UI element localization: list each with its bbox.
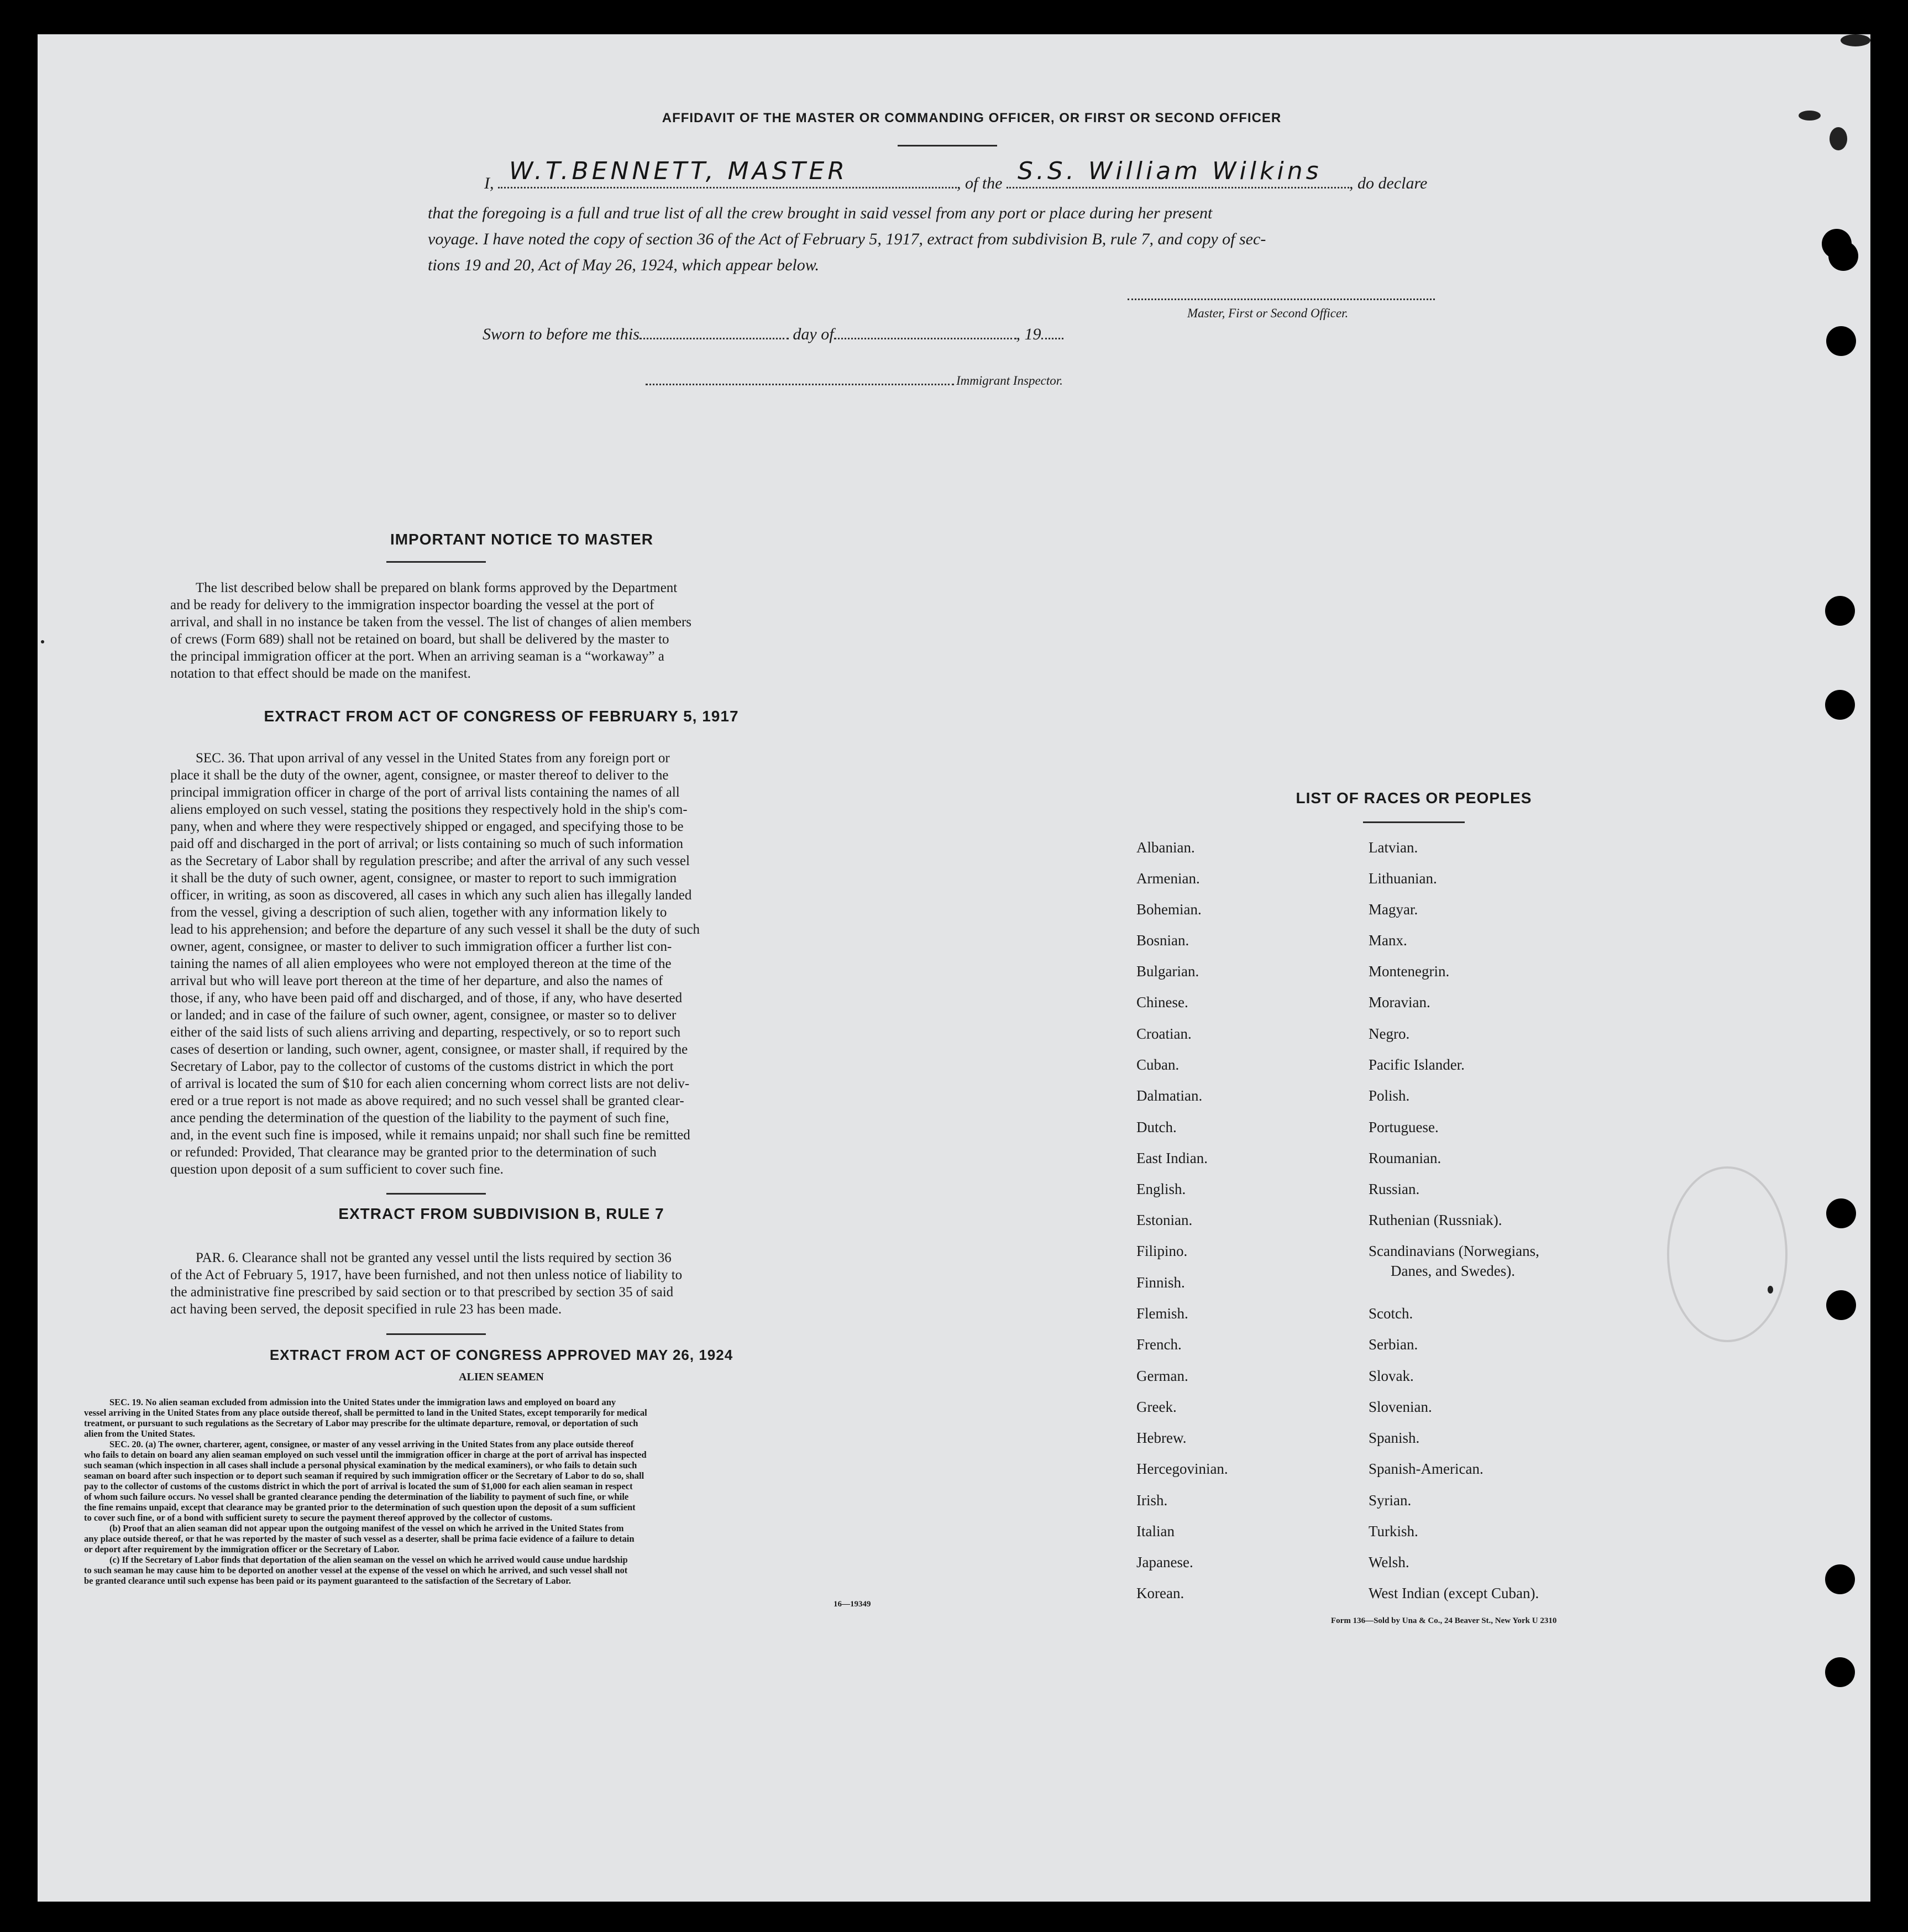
punch-hole [1825,596,1855,626]
race-item: Lithuanian. [1369,870,1437,887]
race-item: Spanish-American. [1369,1460,1484,1477]
punch-hole [1825,1657,1855,1687]
rule7-rule [386,1333,486,1335]
rule7-title: EXTRACT FROM SUBDIVISION B, RULE 7 [338,1205,664,1222]
affidavit-body-line: tions 19 and 20, Act of May 26, 1924, which appear below. [428,256,820,274]
inspector-caption: Immigrant Inspector. [956,374,1063,388]
notice-text: The list described below shall be prepared on blank forms approved by the Department and be ready for delivery to the immigration inspector boarding the vessel at the port of arrival, and shall in no instance be taken from the vessel. The list of changes of alien members of crews (Form 689) shall not be retained on board, but shall be delivered by the master to the principal immigration officer at the port. When an arriving seaman is a “workaway” a notation to that effect should be made on the manifest. [170,580,691,681]
race-item: Latvian. [1369,839,1418,856]
race-item: English. [1136,1181,1186,1197]
race-item: Estonian. [1136,1212,1193,1228]
race-item: Syrian. [1369,1492,1412,1509]
year-prefix: , 19 [1016,325,1041,343]
race-item: German. [1136,1368,1188,1384]
race-item: Croatian. [1136,1025,1192,1042]
race-item: Russian. [1369,1181,1420,1197]
race-item: Serbian. [1369,1336,1418,1353]
form-note: Form 136—Sold by Una & Co., 24 Beaver St., New York U 2310 [1331,1616,1557,1625]
race-item: Cuban. [1136,1056,1180,1073]
sworn-text: Sworn to before me this [483,325,640,343]
race-item: West Indian (except Cuban). [1369,1585,1539,1601]
affidavit-title-rule [898,145,997,146]
race-item: Bulgarian. [1136,963,1199,980]
of-the-label: , of the [957,174,1003,192]
punch-hole [1828,241,1858,271]
declare-label: , do declare [1349,174,1428,192]
affidavit-body-line: voyage. I have noted the copy of section 36 of the Act of February 5, 1917, extract from subdivision B, rule 7, and copy of sec- [428,230,1266,248]
race-item: Welsh. [1369,1554,1409,1570]
race-item: Slovak. [1369,1368,1414,1384]
master-signature-line[interactable] [1128,299,1435,300]
race-item: Korean. [1136,1585,1184,1601]
race-item: Negro. [1369,1025,1410,1042]
sworn-month-field[interactable] [834,338,1016,339]
race-item: Polish. [1369,1087,1410,1104]
race-item: Hebrew. [1136,1430,1187,1446]
race-item: Chinese. [1136,994,1188,1010]
sworn-year-field[interactable] [1041,338,1063,339]
act1924-title: EXTRACT FROM ACT OF CONGRESS APPROVED MAY 26, 1924 [269,1347,733,1363]
speck [1841,34,1870,46]
race-item: Dalmatian. [1136,1087,1203,1104]
act1917-title: EXTRACT FROM ACT OF CONGRESS OF FEBRUARY 5, 1917 [264,708,739,725]
notice-rule [386,561,486,563]
affidavit-declaration-line [484,157,1501,193]
affidavit-body-line: that the foregoing is a full and true list of all the crew brought in said vessel from any port or place during her present [428,204,1213,222]
race-item: Finnish. [1136,1274,1185,1291]
races-rule [1363,821,1465,823]
race-item: Slovenian. [1369,1399,1432,1415]
race-item: Greek. [1136,1399,1177,1415]
speck [1799,111,1821,121]
race-item: Moravian. [1369,994,1430,1010]
race-item: Scandinavians (Norwegians, [1369,1243,1539,1259]
race-item: Danes, and Swedes). [1391,1263,1515,1279]
vessel-name-field[interactable] [1007,157,1349,189]
race-item: Ruthenian (Russniak). [1369,1212,1502,1228]
affidavit-body [428,200,1500,278]
race-item: Turkish. [1369,1523,1418,1540]
race-item: Spanish. [1369,1430,1420,1446]
speck [1830,127,1847,150]
race-item: Montenegrin. [1369,963,1450,980]
speck [41,640,44,643]
affidavit-title: AFFIDAVIT OF THE MASTER OR COMMANDING OFFICER, OR FIRST OR SECOND OFFICER [662,111,1282,125]
race-item: Manx. [1369,932,1407,949]
day-of-label: day of [793,325,834,343]
race-item: Dutch. [1136,1119,1177,1135]
act1924-subtitle: ALIEN SEAMEN [459,1371,544,1383]
master-name-field[interactable] [498,157,957,189]
speck [1768,1286,1773,1294]
master-signature-caption: Master, First or Second Officer. [1187,306,1349,320]
race-item: Flemish. [1136,1305,1188,1322]
race-item: Pacific Islander. [1369,1056,1465,1073]
races-title: LIST OF RACES OR PEOPLES [1296,789,1532,807]
punch-hole [1826,1198,1856,1228]
manifest-page [38,34,1870,1902]
race-item: Bohemian. [1136,901,1202,918]
i-label: I, [484,174,494,192]
notice-title: IMPORTANT NOTICE TO MASTER [390,531,654,548]
race-item: French. [1136,1336,1182,1353]
master-name-handwriting: W.T.BENNETT, MASTER [509,157,848,185]
race-item: Scotch. [1369,1305,1413,1322]
faint-stamp [1667,1166,1788,1342]
punch-hole [1825,690,1855,720]
race-item: Armenian. [1136,870,1200,887]
sworn-line [483,325,1063,344]
act1924-text: SEC. 19. No alien seaman excluded from admission into the United States under the immigration laws and employed on board any vessel arriving in the United States from any place outside thereof, shall be permitted to land in the United States, except temporarily for medical treatment, or pursuant to such regulations as the Secretary of Labor may prescribe for the ultimate departure, removal, or deportation of such alien from the United States. SEC. 20. (a) The owner, charterer, agent, consignee, or master of any vessel arriving in the United States from any place outside thereof who fails to detain on board any alien seaman employed on such vessel until the immigration officer in charge at the port of arrival has inspected such seaman (which inspection in all cases shall include a personal physical examination by the medical examiners), or who fails to detain such seaman on board after such inspection or to deport such seaman if required by such immigration officer or the Secretary of Labor to do so, shall pay to the collector of customs of the customs district in which the port of arrival is located the sum of $1,000 for each alien seaman in respect of whom such failure occurs. No vessel shall be granted clearance pending the determination of the liability to payment of such fine, or while the fine remains unpaid, except that clearance may be granted prior to the determination of such question upon the deposit of a sum sufficient to cover such fine, or of a bond with sufficient surety to secure the payment thereof approved by the collector of customs. (b) Proof that an alien seaman did not appear upon the outgoing manifest of the vessel on which he arrived in the United States from any place outside thereof, or that he was reported by the master of such vessel as a deserter, shall be prima facie evidence of a failure to detain or deport after requirement by the immigration officer or the Secretary of Labor. (c) If the Secretary of Labor finds that deportation of the alien seaman on the vessel on which he arrived would cause undue hardship to such seaman he may cause him to be deported on another vessel at the expense of the vessel on which he arrived, and such vessel shall not be granted clearance until such expense has been paid or its payment guaranteed to the satisfaction of the Secretary of Labor. [84,1397,647,1586]
vessel-name-handwriting: S.S. William Wilkins [1018,157,1322,185]
race-item: Italian [1136,1523,1175,1540]
race-item: Bosnian. [1136,932,1189,949]
punch-hole [1825,1564,1855,1594]
race-item: Roumanian. [1369,1150,1442,1166]
rule7-text: PAR. 6. Clearance shall not be granted any vessel until the lists required by section 36 of the Act of February 5, 1917, have been furnished, and not then unless notice of liability to the administrative fine prescribed by said section or to that prescribed by section 35 of said act having been served, the deposit specified in rule 23 has been made. [170,1250,683,1317]
race-item: Filipino. [1136,1243,1188,1259]
race-item: Japanese. [1136,1554,1193,1570]
punch-hole [1826,326,1856,356]
inspector-signature-line[interactable] [646,384,954,385]
punch-hole [1826,1290,1856,1320]
act1917-text: SEC. 36. That upon arrival of any vessel in the United States from any foreign port or place it shall be the duty of the owner, agent, consignee, or master thereof to deliver to the principal immigration officer in charge of the port of arrival lists containing the names of all aliens employed on such vessel, stating the positions they respectively hold in the ship's com- pany, when and where they were respectively shipped or engaged, and specifying those to be paid off and discharged in the port of arrival; or lists containing so much of such information as the Secretary of Labor shall by regulation prescribe; and after the arrival of any such vessel it shall be the duty of such owner, agent, consignee, or master to report to such immigration officer, in writing, as soon as discovered, all cases in which any such alien has illegally landed from the vessel, giving a description of such alien, together with any information likely to lead to his apprehension; and before the departure of any such vessel it shall be the duty of such owner, agent, consignee, or master to deliver to such immigration officer a further list con- taining the names of all alien employees who were not employed thereon at the time of the arrival but who will leave port thereon at the time of her departure, and also the names of those, if any, who have been paid off and discharged, and of those, if any, who have deserted or landed; and in case of the failure of such owner, agent, consignee, or master so to deliver either of the said lists of such aliens arriving and departing, respectively, or so to report such cases of desertion or landing, such owner, agent, consignee, or master shall, if required by the Secretary of Labor, pay to the collector of customs of the customs district in which the port of arrival is located the sum of $10 for each alien concerning whom correct lists are not deliv- ered or a true report is not made as above required; and no such vessel shall be granted clear- ance pending the determination of the question of the liability to the payment of such fine, and, in the event such fine is imposed, while it remains unpaid; nor shall such fine be remitted or refunded: Provided, That clearance may be granted prior to the determination of such question upon deposit of a sum sufficient to cover such fine. [170,751,700,1177]
sworn-day-field[interactable] [640,338,789,339]
race-item: Hercegovinian. [1136,1460,1228,1477]
race-item: Magyar. [1369,901,1418,918]
print-code: 16—19349 [834,1600,871,1609]
race-item: Albanian. [1136,839,1195,856]
act1917-rule [386,1193,486,1195]
race-item: Portuguese. [1369,1119,1439,1135]
race-item: East Indian. [1136,1150,1208,1166]
race-item: Irish. [1136,1492,1168,1509]
